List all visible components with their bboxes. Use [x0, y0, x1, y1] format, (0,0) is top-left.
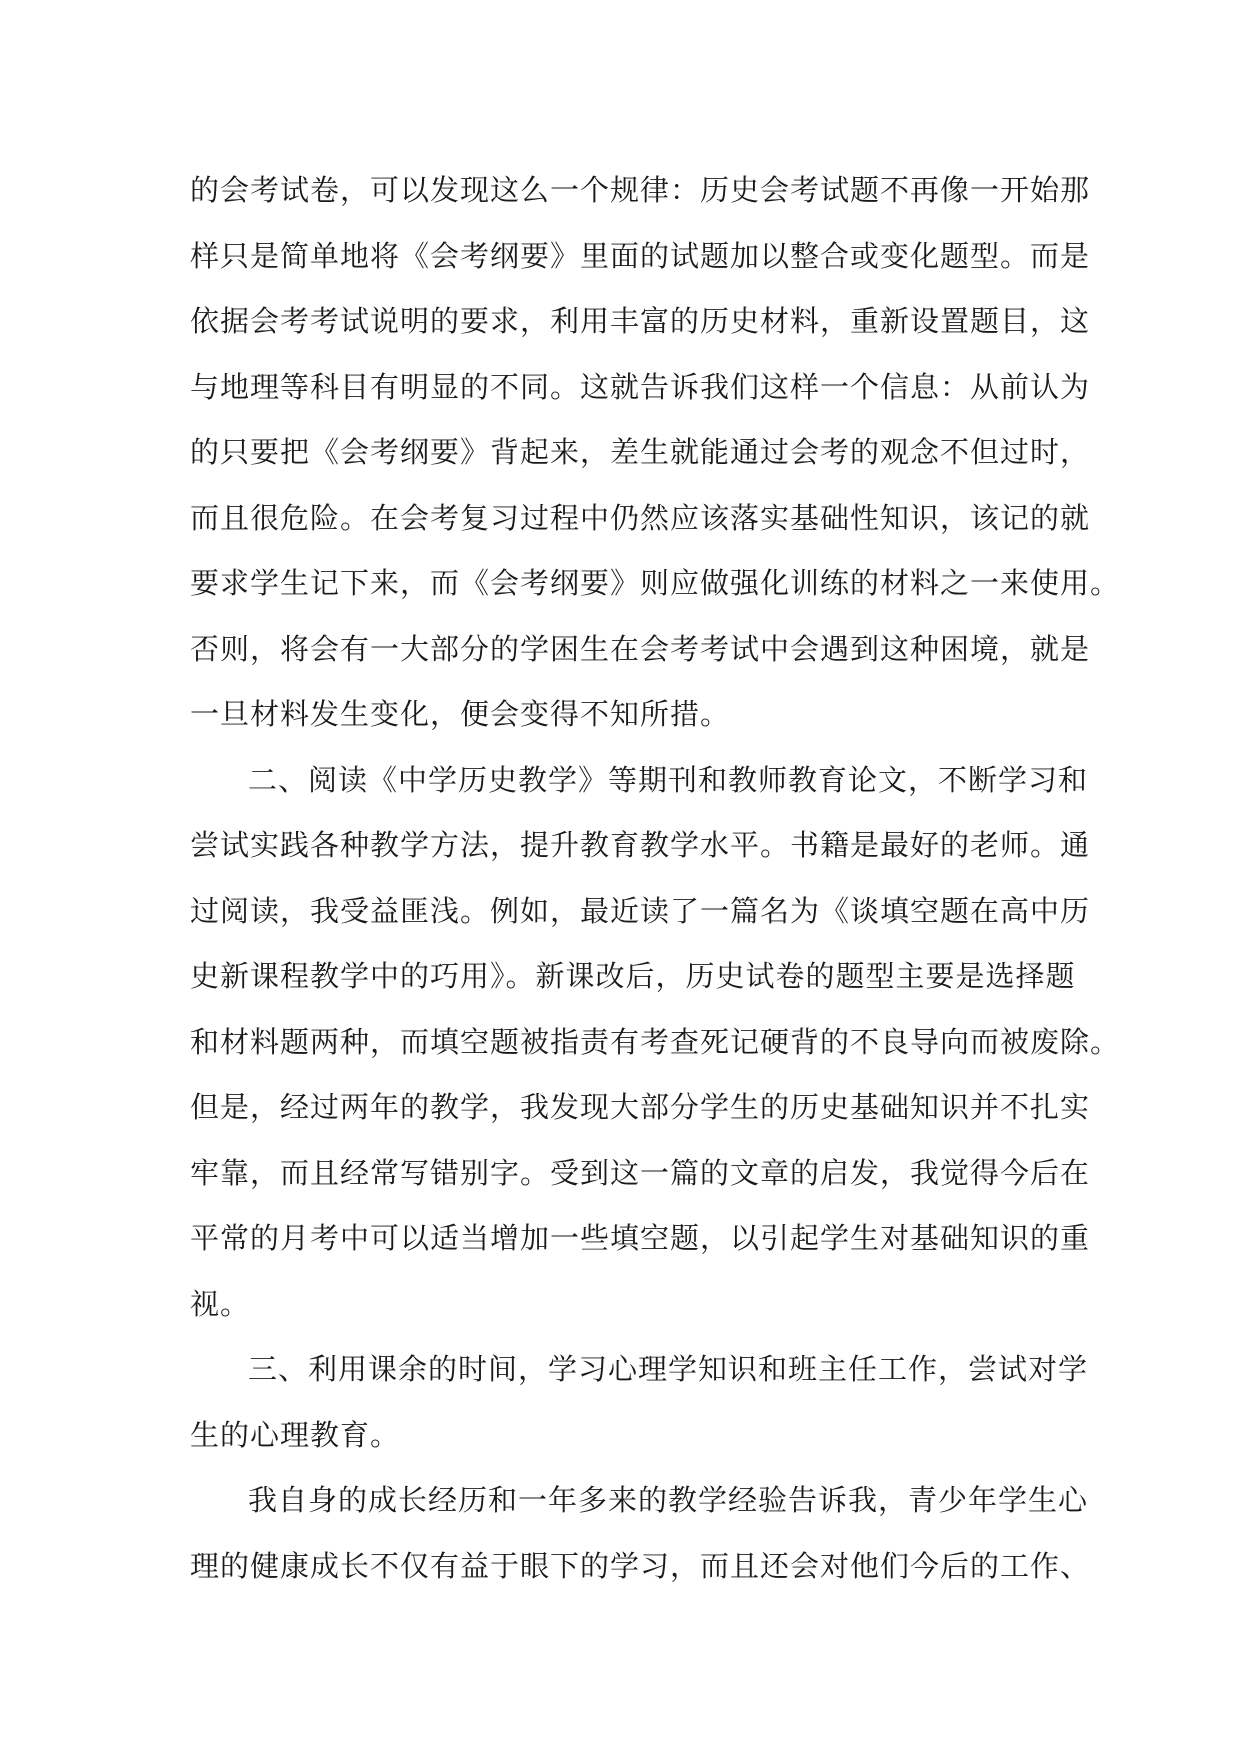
text-line: 的只要把《会考纲要》背起来，差生就能通过会考的观念不但过时，: [190, 435, 1091, 469]
text-line: 但是，经过两年的教学，我发现大部分学生的历史基础知识并不扎实: [190, 1090, 1091, 1124]
text-line: 尝试实践各种教学方法，提升教育教学水平。书籍是最好的老师。通: [190, 828, 1091, 862]
text-line: 要求学生记下来，而《会考纲要》则应做强化训练的材料之一来使用。: [190, 566, 1121, 600]
body-text: [190, 158, 1121, 1599]
text-line: 和材料题两种，而填空题被指责有考查死记硬背的不良导向而被废除。: [190, 1024, 1121, 1059]
text-line: 理的健康成长不仅有益于眼下的学习，而且还会对他们今后的工作、: [190, 1548, 1091, 1583]
text-line: 否则，将会有一大部分的学困生在会考考试中会遇到这种困境，就是: [190, 631, 1091, 666]
text-line: 一旦材料发生变化，便会变得不知所措。: [190, 697, 731, 731]
text-line: 依据会考考试说明的要求，利用丰富的历史材料，重新设置题目，这: [190, 304, 1091, 338]
text-line: 我自身的成长经历和一年多来的教学经验告诉我，青少年学生心: [248, 1483, 1089, 1517]
text-line: 牢靠，而且经常写错别字。受到这一篇的文章的启发，我觉得今后在: [190, 1155, 1091, 1190]
text-line: 样只是简单地将《会考纲要》里面的试题加以整合或变化题型。而是: [190, 238, 1091, 273]
text-line: 二、阅读《中学历史教学》等期刊和教师教育论文，不断学习和: [248, 762, 1089, 797]
text-line: 而且很危险。在会考复习过程中仍然应该落实基础性知识，该记的就: [190, 500, 1091, 535]
text-line: 的会考试卷，可以发现这么一个规律：历史会考试题不再像一开始那: [190, 173, 1091, 207]
text-line: 视。: [190, 1286, 251, 1321]
text-line: 过阅读，我受益匪浅。例如，最近读了一篇名为《谈填空题在高中历: [190, 893, 1091, 928]
text-line: 与地理等科目有明显的不同。这就告诉我们这样一个信息：从前认为: [190, 369, 1091, 404]
text-line: 生的心理教育。: [190, 1417, 401, 1452]
text-line: 三、利用课余的时间，学习心理学知识和班主任工作，尝试对学: [248, 1352, 1089, 1386]
text-line: 史新课程教学中的巧用》。新课改后，历史试卷的题型主要是选择题: [190, 959, 1076, 993]
text-line: 平常的月考中可以适当增加一些填空题，以引起学生对基础知识的重: [190, 1221, 1091, 1255]
